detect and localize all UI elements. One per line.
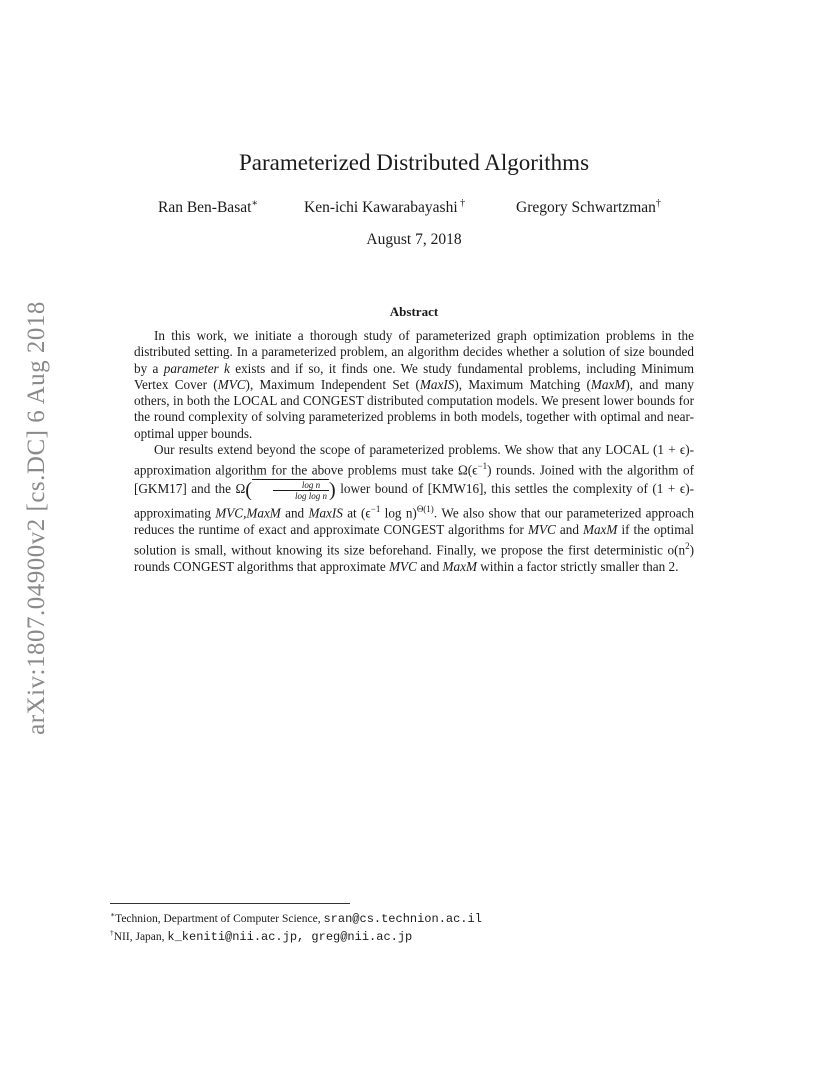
paper-date: August 7, 2018	[366, 231, 462, 248]
email-link[interactable]: k_keniti@nii.ac.jp, greg@nii.ac.jp	[167, 930, 413, 945]
author-1: Ran Ben-Basat∗	[158, 198, 259, 217]
paper-title: Parameterized Distributed Algorithms	[238, 150, 590, 175]
abstract-paragraph-2: Our results extend beyond the scope of parameterized problems. We show that any LOCAL (1 + ϵ)-approximation algorithm for the above problems must take $\Omega(\epsilon^{-1})$ rounds. Joined with the algorithm of [GKM17] and the Ω( $\frac{\text{log n}}{\text{log log n}}$ ) lower bound of [KMW16], this settles the complexity of (1 + ϵ)-approximating MVC,MaxM and MaxIS at ($\epsilon^{-1}$ log n)$^{\Theta(1)}$. We also show that our parameterized approach reduces the runtime of exact and approximate CONGEST algorithms for MVC and MaxM if the optimal solution is small, without knowing its size beforehand. Finally, we propose the first deterministic $o(n^2)$ rounds CONGEST algorithms that approximate MVC and MaxM within a factor strictly smaller than 2.	[134, 442, 694, 574]
author-2: Ken-ichi Kawarabayashi †	[304, 198, 466, 217]
sqrt-fraction: $\frac{\text{log n}}{\text{log log n}}$	[252, 479, 329, 501]
footnote-divider	[110, 903, 350, 904]
abstract-heading: Abstract	[389, 304, 439, 319]
email-link[interactable]: sran@cs.technion.ac.il	[323, 911, 482, 926]
footnotes	[110, 908, 482, 945]
abstract-paragraph-1: In this work, we initiate a thorough study of parameterized graph optimization problems in the distributed setting. In a parameterized problem, an algorithm decides whether a solution of size bounded by a parameter k exists and if so, it finds one. We study fundamental problems, including Minimum Vertex Cover (MVC), Maximum Independent Set (MaxIS), Maximum Matching (MaxM), and many others, in both the LOCAL and CONGEST distributed computation models. We present lower bounds for the round complexity of solving parameterized problems in both models, together with optimal and near-optimal upper bounds.	[134, 328, 695, 441]
abstract-body	[134, 328, 694, 575]
arxiv-identifier: arXiv:1807.04900v2 [cs.DC] 6 Aug 2018	[23, 301, 50, 735]
author-3: Gregory Schwartzman†	[516, 198, 661, 217]
footnote-1: ∗Technion, Department of Computer Science, sran@cs.technion.ac.il	[110, 910, 482, 926]
footnote-2: †NII, Japan, k_keniti@nii.ac.jp, greg@nii.ac.jp	[110, 928, 413, 945]
